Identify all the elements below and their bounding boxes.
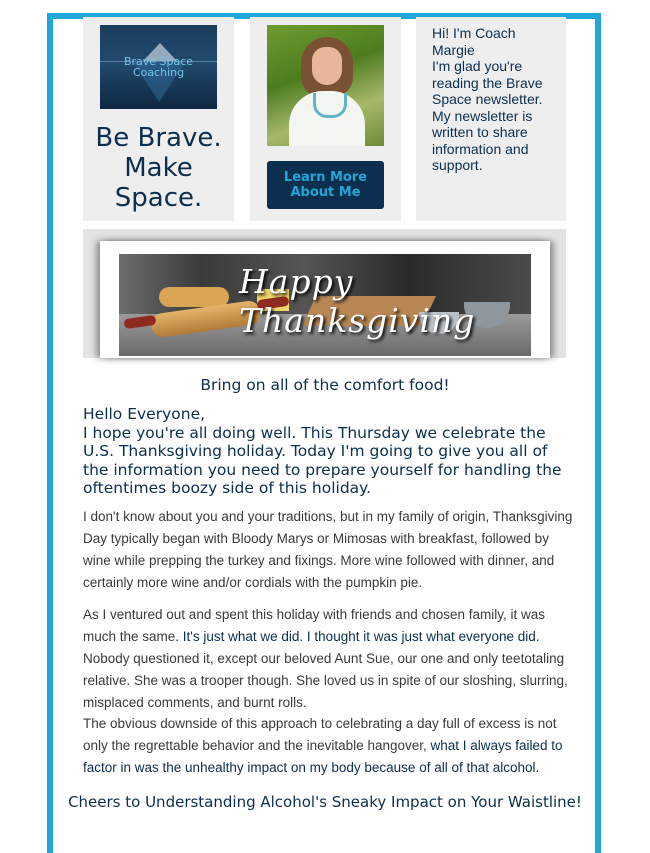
intro-paragraph: I hope you're all doing well. This Thursday we celebrate the U.S. Thanksgiving holiday. Today I'm going to give you all of the information you need to prepare yourself for handling the oftentimes boozy side of this holiday. [83,423,562,497]
paragraph-3-start: The obvious downside of this approach to celebrating a day full of excess is not only the regrettable behavior and the inevitable hangover, [83,716,557,753]
article-intro [83,405,573,498]
learn-more-button[interactable]: Learn More About Me [267,161,384,209]
article-subheadline: Cheers to Understanding Alcohol's Sneaky Impact on Your Waistline! [68,793,582,811]
bio-text: I'm glad you're reading the Brave Space newsletter. My newsletter is written to share information and support. [432,58,543,173]
paragraph-3-emphasis: what I always failed to factor in was the unhealthy impact on my body because of all of that alcohol. [83,738,563,775]
logo-text: Brave Space Coaching [123,55,194,79]
paragraph-2-end: Nobody questioned it, except our beloved Aunt Sue, our one and only teetotaling relative. She was a trooper though. She loved us in spite of our sloshing, slurring, misplaced comments, and burnt rolls. [83,651,568,710]
bio-greeting: Hi! I'm Coach Margie [432,25,516,58]
paragraph-2 [83,604,578,714]
article-headline: Bring on all of the comfort food! [200,376,450,394]
slogan: Be Brave. Make Space. [95,123,222,213]
salutation: Hello Everyone, [83,405,206,423]
photo-trim [313,93,347,118]
photo-face [312,47,342,85]
coach-photo [267,25,384,146]
paragraph-3 [83,713,578,779]
banner-text: Happy Thanksgiving [239,262,476,340]
thanksgiving-banner-image [119,254,531,356]
coach-panel [250,17,401,221]
paragraph-2-start: As I ventured out and spent this holiday with friends and chosen family, it was much the same. [83,607,545,644]
brand-panel [83,17,234,221]
brave-space-logo[interactable] [100,25,217,109]
paragraph-2-emphasis: It's just what we did. I thought it was just what everyone did. [182,629,540,644]
bio-panel [416,17,566,221]
paragraph-1: I don't know about you and your traditions, but in my family of origin, Thanksgiving Day typically began with Bloody Marys or Mimosas with breakfast, followed by wine while prepping the turkey and fixings. More wine followed with dinner, and certainly more wine and/or cordials with the pumpkin pie. [83,509,573,590]
bio-block [432,25,560,174]
